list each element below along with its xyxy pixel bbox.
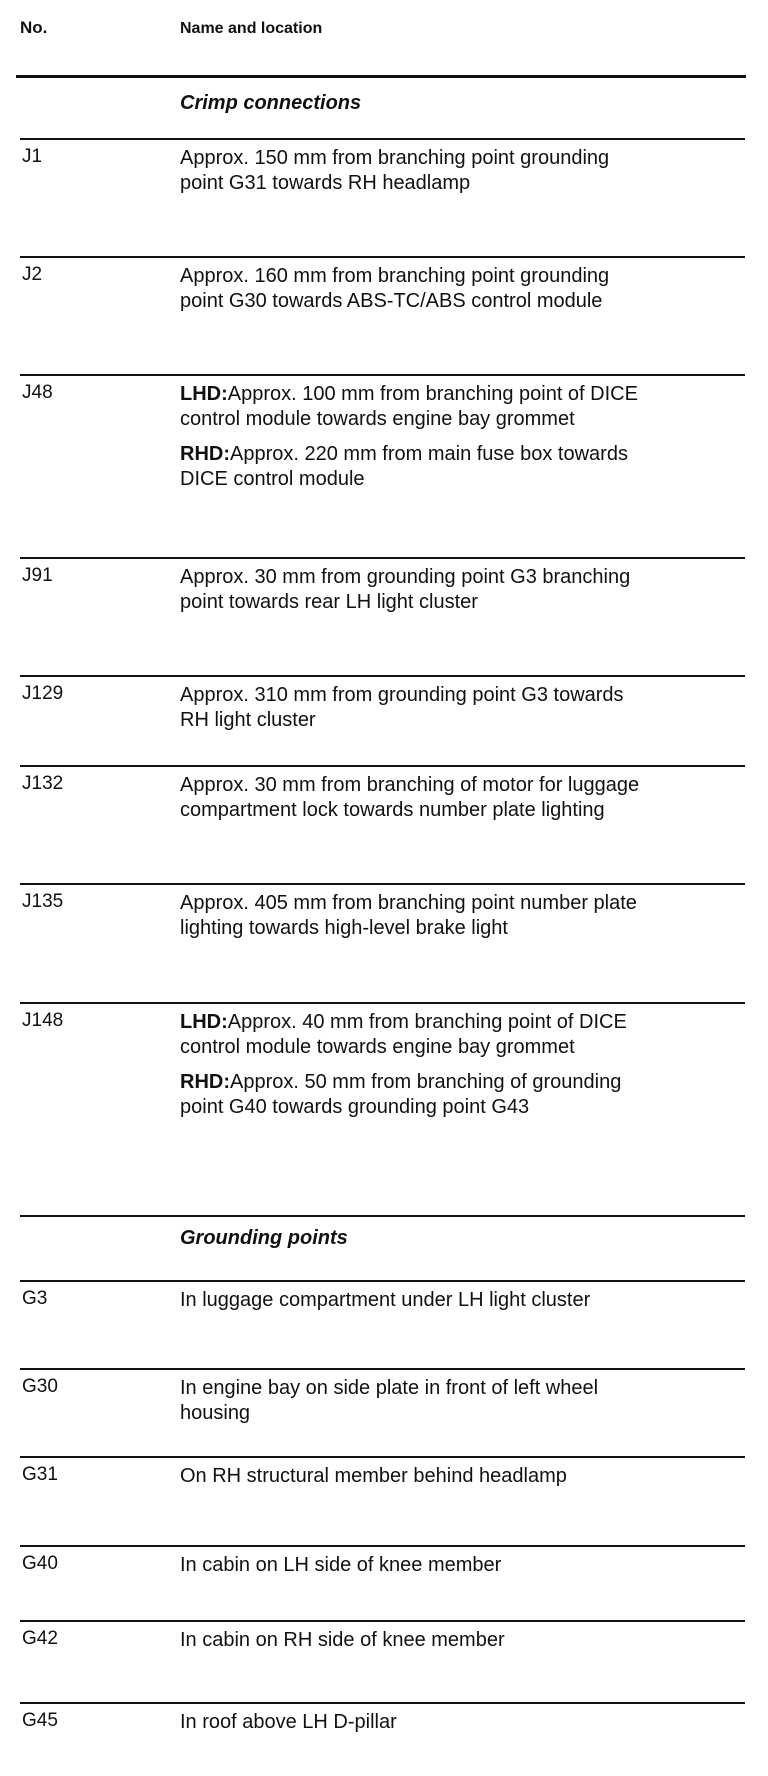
row-divider <box>20 1368 745 1370</box>
row-divider <box>20 256 745 258</box>
row-number: G31 <box>22 1464 58 1485</box>
row-number: J2 <box>22 264 43 285</box>
lhd-text: Approx. 40 mm from branching point of DICE control module towards engine bay grommet <box>180 1011 627 1058</box>
location-text: In cabin on LH side of knee member <box>180 1554 502 1576</box>
row-location <box>180 1628 650 1653</box>
table-row <box>20 557 745 672</box>
section-title: Crimp connections <box>180 92 362 114</box>
rhd-label: RHD: <box>180 443 230 465</box>
row-location <box>180 382 650 492</box>
location-text: In cabin on RH side of knee member <box>180 1629 505 1651</box>
row-location <box>180 1288 650 1313</box>
row-divider <box>20 1280 745 1282</box>
table-row <box>20 1702 745 1762</box>
row-number: J132 <box>22 773 64 794</box>
location-text: Approx. 405 mm from branching point number plate lighting towards high-level brake light <box>180 892 637 939</box>
lhd-label: LHD: <box>180 1011 228 1033</box>
row-location <box>180 1376 650 1426</box>
section-title: Grounding points <box>180 1227 348 1249</box>
location-text: In roof above LH D-pillar <box>180 1711 397 1733</box>
row-divider <box>20 1456 745 1458</box>
row-number: G30 <box>22 1376 58 1397</box>
row-number: J148 <box>22 1010 64 1031</box>
row-divider <box>20 765 745 767</box>
row-location <box>180 683 650 733</box>
row-divider <box>20 374 745 376</box>
row-number: G40 <box>22 1553 58 1574</box>
column-header-no: No. <box>20 18 48 37</box>
rhd-label: RHD: <box>180 1071 230 1093</box>
row-number: J1 <box>22 146 43 167</box>
lhd-location <box>180 382 650 432</box>
table-row <box>20 765 745 880</box>
row-number: J91 <box>22 565 53 586</box>
table-row <box>20 374 745 554</box>
section-heading-grounding <box>20 1215 745 1270</box>
location-text: Approx. 310 mm from grounding point G3 towards RH light cluster <box>180 684 624 731</box>
row-location <box>180 146 650 196</box>
header-rule <box>16 75 746 78</box>
location-text: Approx. 30 mm from branching of motor for luggage compartment lock towards number plate lighting <box>180 774 640 821</box>
table-row <box>20 1456 745 1536</box>
row-location <box>180 891 650 941</box>
row-number: G3 <box>22 1288 48 1309</box>
table-header <box>0 0 768 70</box>
row-divider <box>20 1545 745 1547</box>
row-divider <box>20 883 745 885</box>
row-number: G45 <box>22 1710 58 1731</box>
table-row <box>20 1545 745 1605</box>
rhd-text: Approx. 50 mm from branching of grounding point G40 towards grounding point G43 <box>180 1071 622 1118</box>
row-location <box>180 1010 650 1120</box>
location-text: In engine bay on side plate in front of left wheel housing <box>180 1377 599 1424</box>
row-location <box>180 1464 650 1489</box>
row-divider <box>20 557 745 559</box>
column-header-name: Name and location <box>180 20 323 37</box>
location-text: Approx. 160 mm from branching point grounding point G30 towards ABS-TC/ABS control module <box>180 265 610 312</box>
location-text: Approx. 30 mm from grounding point G3 branching point towards rear LH light cluster <box>180 566 631 613</box>
row-number: J135 <box>22 891 64 912</box>
table-row <box>20 1368 745 1448</box>
location-text: Approx. 150 mm from branching point grounding point G31 towards RH headlamp <box>180 147 610 194</box>
row-divider <box>20 1215 745 1217</box>
lhd-text: Approx. 100 mm from branching point of DICE control module towards engine bay grommet <box>180 383 638 430</box>
row-divider <box>20 138 745 140</box>
location-text: In luggage compartment under LH light cluster <box>180 1289 591 1311</box>
table-row <box>20 1620 745 1680</box>
row-divider <box>20 1002 745 1004</box>
row-number: J48 <box>22 382 53 403</box>
table-row <box>20 256 745 371</box>
row-location <box>180 264 650 314</box>
location-text: On RH structural member behind headlamp <box>180 1465 567 1487</box>
row-divider <box>20 675 745 677</box>
lhd-label: LHD: <box>180 383 228 405</box>
row-number: J129 <box>22 683 64 704</box>
row-divider <box>20 1620 745 1622</box>
table-row <box>20 883 745 998</box>
row-number: G42 <box>22 1628 58 1649</box>
table-row <box>20 1280 745 1360</box>
rhd-text: Approx. 220 mm from main fuse box towards DICE control module <box>180 443 628 490</box>
rhd-location <box>180 442 650 492</box>
row-location <box>180 565 650 615</box>
row-divider <box>20 1702 745 1704</box>
section-heading-crimp <box>20 80 745 125</box>
row-location <box>180 1553 650 1578</box>
table-row <box>20 675 745 760</box>
row-location <box>180 773 650 823</box>
rhd-location <box>180 1070 650 1120</box>
table-row <box>20 1002 745 1212</box>
table-row <box>20 138 745 248</box>
lhd-location <box>180 1010 650 1060</box>
row-location <box>180 1710 650 1735</box>
